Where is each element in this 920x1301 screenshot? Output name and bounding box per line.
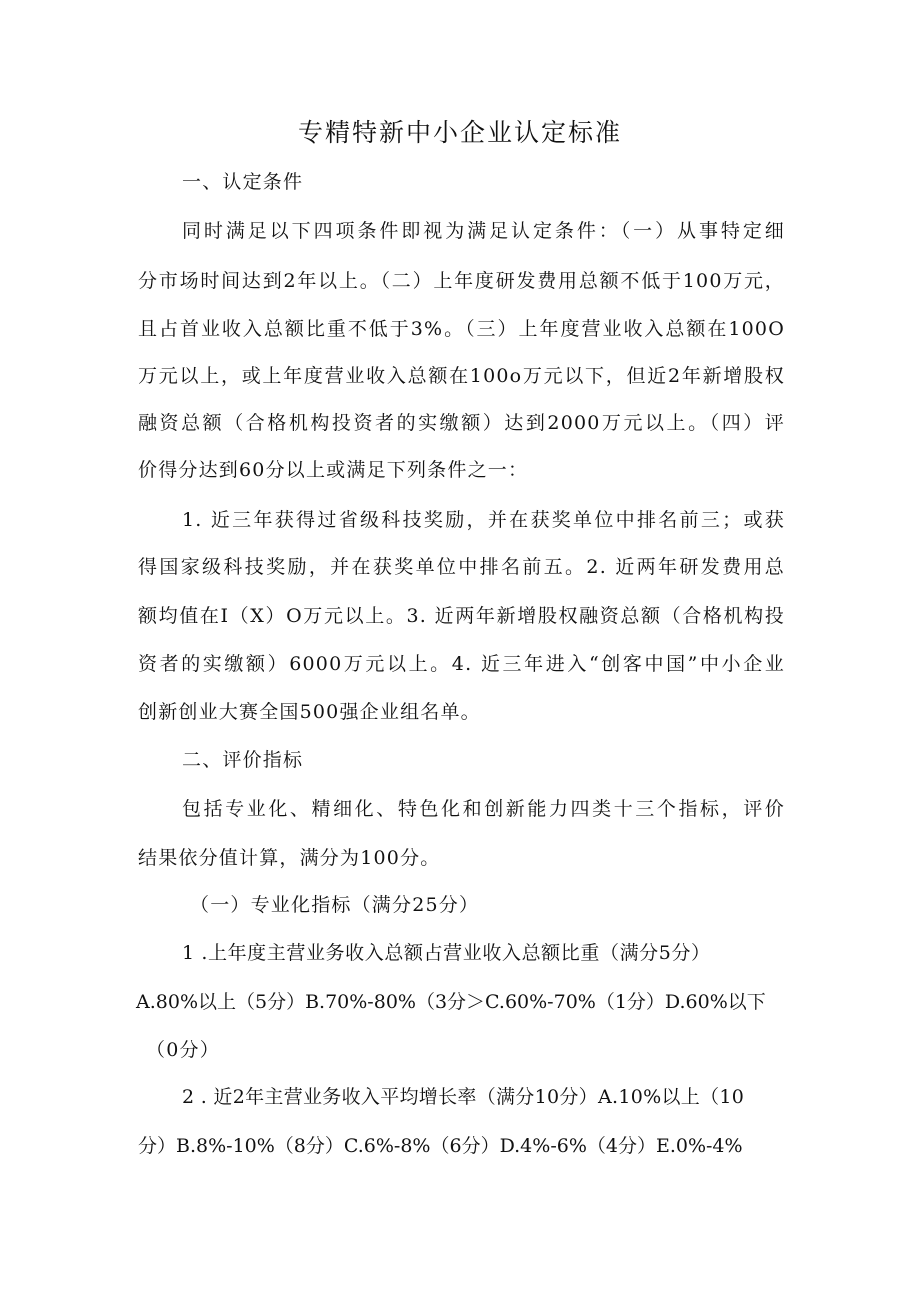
paragraph-line: 融资总额（合格机构投资者的实缴额）达到2000万元以上。（四）评 xyxy=(138,412,785,434)
indicator-item: 2 . 近2年主营业务收入平均增长率（满分10分）A.10%以上（10 xyxy=(182,1086,745,1108)
paragraph-line: 同时满足以下四项条件即视为满足认定条件：（一）从事特定细 xyxy=(182,220,785,242)
paragraph-line: 分市场时间达到2年以上。（二）上年度研发费用总额不低于100万元， xyxy=(138,270,785,292)
indicator-item: 1 .上年度主营业务收入总额占营业收入总额比重（满分5分） xyxy=(182,942,711,964)
paragraph-line: 资者的实缴额）6000万元以上。4. 近三年进入“创客中国”中小企业 xyxy=(138,653,785,675)
paragraph-line: 价得分达到60分以上或满足下列条件之一： xyxy=(138,459,529,481)
paragraph-line: 额均值在I（X）O万元以上。3. 近两年新增股权融资总额（合格机构投 xyxy=(138,605,785,627)
subsection-heading: （一）专业化指标（满分25分） xyxy=(190,894,480,916)
section-heading-2: 二、评价指标 xyxy=(182,749,304,771)
indicator-options: 分）B.8%-10%（8分）C.6%-8%（6分）D.4%-6%（4分）E.0%-4% xyxy=(138,1135,743,1157)
document-title: 专精特新中小企业认定标准 xyxy=(297,118,622,147)
indicator-options: A.80%以上（5分）B.70%-80%（3分＞C.60%-70%（1分）D.60%以下 xyxy=(136,991,766,1013)
paragraph-line: 1. 近三年获得过省级科技奖励，并在获奖单位中排名前三；或获 xyxy=(182,509,785,531)
paragraph-line: 万元以上，或上年度营业收入总额在100o万元以下，但近2年新增股权 xyxy=(138,365,785,387)
paragraph-line: 结果依分值计算，满分为100分。 xyxy=(138,847,441,869)
paragraph-line: 且占首业收入总额比重不低于3%。（三）上年度营业收入总额在100O xyxy=(138,318,785,340)
section-heading-1: 一、认定条件 xyxy=(182,171,304,193)
paragraph-line: 得国家级科技奖励，并在获奖单位中排名前五。2. 近两年研发费用总 xyxy=(138,556,785,578)
indicator-options: （0分） xyxy=(146,1039,220,1061)
paragraph-line: 创新创业大赛全国500强企业组名单。 xyxy=(138,701,481,723)
paragraph-line: 包括专业化、精细化、特色化和创新能力四类十三个指标，评价 xyxy=(182,798,785,820)
